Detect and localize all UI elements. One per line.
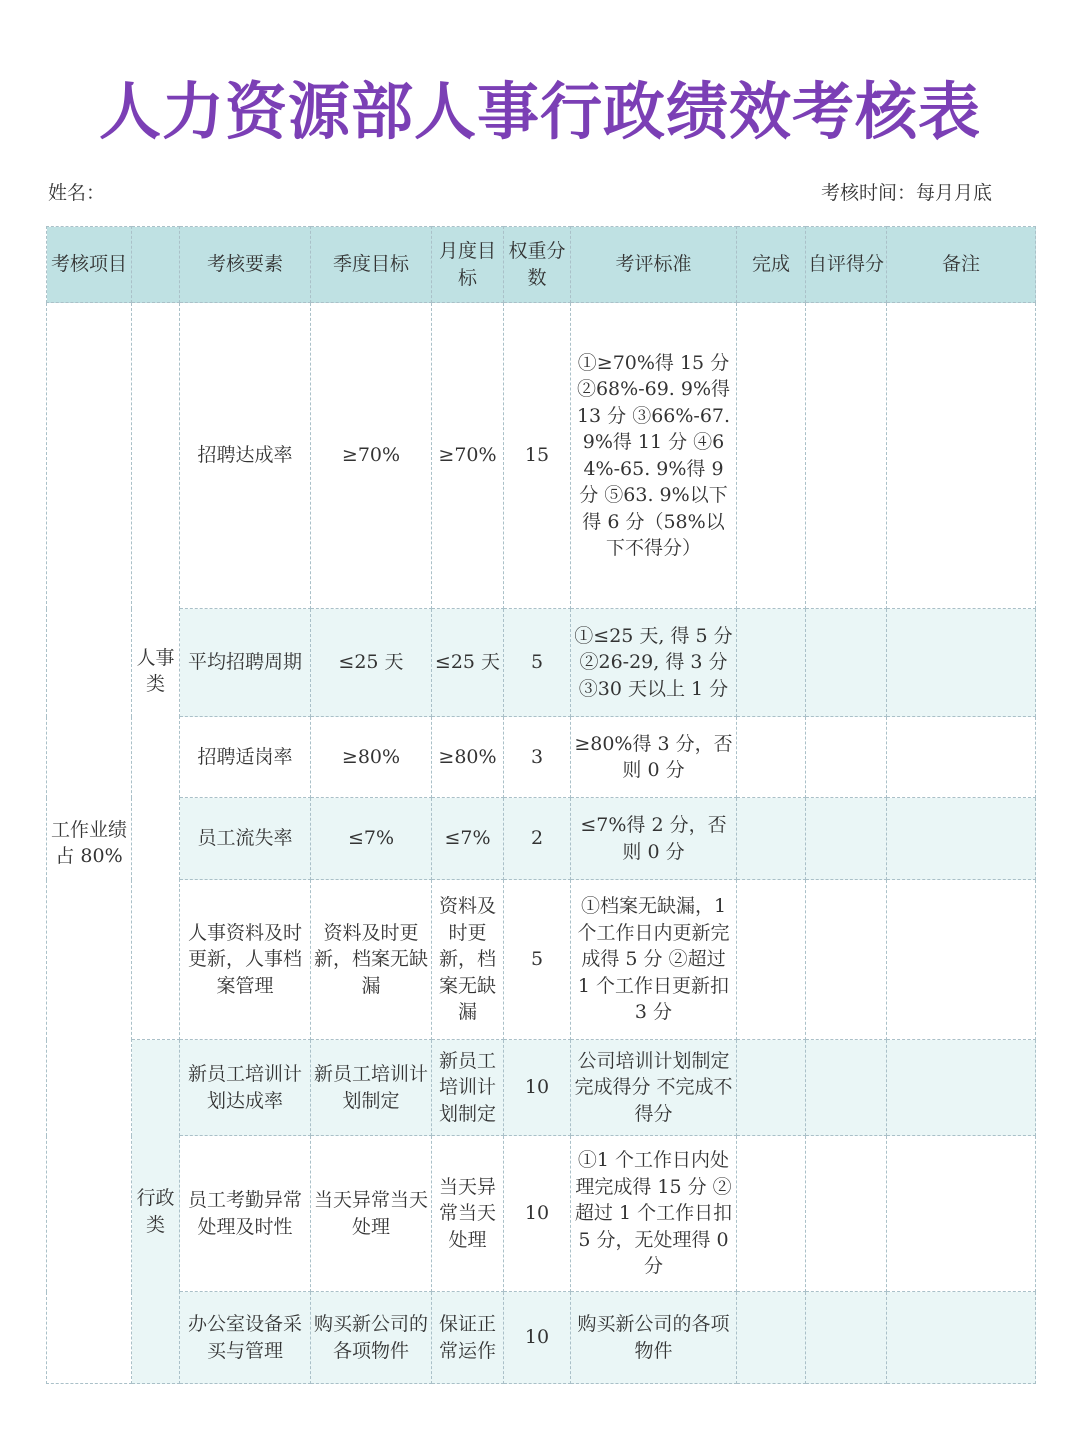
month-target-cell: ≤25 天 xyxy=(432,609,504,717)
month-target-cell: ≥70% xyxy=(432,303,504,609)
header-cell: 考核项目 xyxy=(47,227,132,303)
criteria-cell: 购买新公司的各项物件 xyxy=(571,1292,737,1384)
self-score-cell[interactable] xyxy=(806,609,887,717)
table-row xyxy=(47,609,1036,717)
element-cell: 招聘达成率 xyxy=(180,303,311,609)
table-row xyxy=(47,798,1036,880)
criteria-cell: ①档案无缺漏，1 个工作日内更新完成得 5 分 ②超过 1 个工作日更新扣 3 分 xyxy=(571,880,737,1040)
table-row xyxy=(47,880,1036,1040)
completion-cell[interactable] xyxy=(737,880,806,1040)
name-label: 姓名： xyxy=(48,182,106,204)
table-row xyxy=(47,303,1036,609)
weight-cell: 10 xyxy=(504,1040,571,1136)
month-target-cell: ≤7% xyxy=(432,798,504,880)
criteria-cell: 公司培训计划制定完成得分 不完成不得分 xyxy=(571,1040,737,1136)
table-row xyxy=(47,1292,1036,1384)
self-score-cell[interactable] xyxy=(806,798,887,880)
remark-cell[interactable] xyxy=(887,609,1036,717)
element-cell: 员工考勤异常处理及时性 xyxy=(180,1136,311,1292)
criteria-cell: ≤7%得 2 分，否则 0 分 xyxy=(571,798,737,880)
quarter-target-cell: ≥70% xyxy=(311,303,432,609)
completion-cell[interactable] xyxy=(737,798,806,880)
remark-cell[interactable] xyxy=(887,1292,1036,1384)
header-cell: 季度目标 xyxy=(311,227,432,303)
header-cell: 权重分数 xyxy=(504,227,571,303)
header-cell: 月度目标 xyxy=(432,227,504,303)
self-score-cell[interactable] xyxy=(806,1040,887,1136)
quarter-target-cell: ≤7% xyxy=(311,798,432,880)
weight-cell: 3 xyxy=(504,717,571,798)
completion-cell[interactable] xyxy=(737,717,806,798)
header-cell: 考核要素 xyxy=(180,227,311,303)
element-cell: 平均招聘周期 xyxy=(180,609,311,717)
element-cell: 新员工培训计划达成率 xyxy=(180,1040,311,1136)
quarter-target-cell: 新员工培训计划制定 xyxy=(311,1040,432,1136)
remark-cell[interactable] xyxy=(887,880,1036,1040)
assessment-time-label: 考核时间：每月月底 xyxy=(820,182,992,204)
section-cell: 工作业绩占 80% xyxy=(47,303,132,1384)
element-cell: 员工流失率 xyxy=(180,798,311,880)
month-target-cell: 保证正常运作 xyxy=(432,1292,504,1384)
quarter-target-cell: ≤25 天 xyxy=(311,609,432,717)
group-cell-admin: 行政类 xyxy=(132,1040,180,1384)
remark-cell[interactable] xyxy=(887,717,1036,798)
assessment-table xyxy=(46,226,1036,1384)
table-header-row xyxy=(47,227,1036,303)
month-target-cell: ≥80% xyxy=(432,717,504,798)
criteria-cell: ①≤25 天, 得 5 分 ②26-29, 得 3 分 ③30 天以上 1 分 xyxy=(571,609,737,717)
self-score-cell[interactable] xyxy=(806,717,887,798)
month-target-cell: 新员工培训计划制定 xyxy=(432,1040,504,1136)
header-cell xyxy=(132,227,180,303)
element-cell: 人事资料及时更新，人事档案管理 xyxy=(180,880,311,1040)
criteria-cell: ≥80%得 3 分，否则 0 分 xyxy=(571,717,737,798)
self-score-cell[interactable] xyxy=(806,1292,887,1384)
quarter-target-cell: 购买新公司的各项物件 xyxy=(311,1292,432,1384)
weight-cell: 5 xyxy=(504,609,571,717)
self-score-cell[interactable] xyxy=(806,1136,887,1292)
weight-cell: 10 xyxy=(504,1292,571,1384)
criteria-cell: ①1 个工作日内处理完成得 15 分 ②超过 1 个工作日扣 5 分，无处理得 0 分 xyxy=(571,1136,737,1292)
criteria-cell: ①≥70%得 15 分 ②68%-69. 9%得 13 分 ③66%-67. 9%得 11 分 ④64%-65. 9%得 9 分 ⑤63. 9%以下得 6 分（58%以下不得分） xyxy=(571,303,737,609)
element-cell: 办公室设备采买与管理 xyxy=(180,1292,311,1384)
quarter-target-cell: ≥80% xyxy=(311,717,432,798)
completion-cell[interactable] xyxy=(737,609,806,717)
completion-cell[interactable] xyxy=(737,303,806,609)
month-target-cell: 资料及时更新，档案无缺漏 xyxy=(432,880,504,1040)
header-cell: 考评标准 xyxy=(571,227,737,303)
self-score-cell[interactable] xyxy=(806,303,887,609)
element-cell: 招聘适岗率 xyxy=(180,717,311,798)
remark-cell[interactable] xyxy=(887,798,1036,880)
weight-cell: 5 xyxy=(504,880,571,1040)
table-row xyxy=(47,1040,1036,1136)
page-title: 人力资源部人事行政绩效考核表 xyxy=(98,75,981,148)
completion-cell[interactable] xyxy=(737,1292,806,1384)
remark-cell[interactable] xyxy=(887,1040,1036,1136)
weight-cell: 10 xyxy=(504,1136,571,1292)
table-row xyxy=(47,717,1036,798)
self-score-cell[interactable] xyxy=(806,880,887,1040)
remark-cell[interactable] xyxy=(887,303,1036,609)
table-row xyxy=(47,1136,1036,1292)
completion-cell[interactable] xyxy=(737,1040,806,1136)
group-cell-hr: 人事类 xyxy=(132,303,180,1040)
header-cell: 完成 xyxy=(737,227,806,303)
quarter-target-cell: 资料及时更新，档案无缺漏 xyxy=(311,880,432,1040)
header-cell: 自评得分 xyxy=(806,227,887,303)
header-cell: 备注 xyxy=(887,227,1036,303)
quarter-target-cell: 当天异常当天处理 xyxy=(311,1136,432,1292)
completion-cell[interactable] xyxy=(737,1136,806,1292)
remark-cell[interactable] xyxy=(887,1136,1036,1292)
weight-cell: 2 xyxy=(504,798,571,880)
month-target-cell: 当天异常当天处理 xyxy=(432,1136,504,1292)
weight-cell: 15 xyxy=(504,303,571,609)
